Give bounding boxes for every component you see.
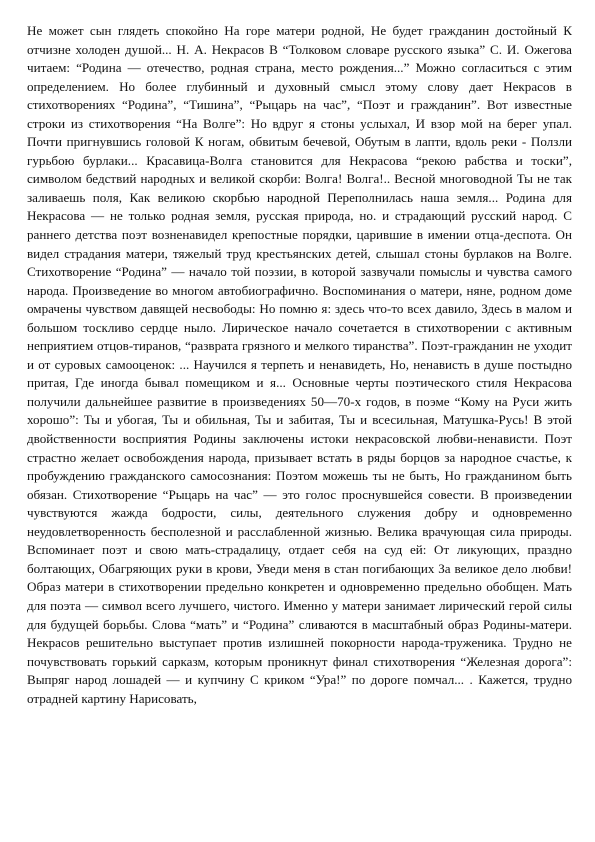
essay-text: Не может сын глядеть спокойно На горе матери родной, Не будет гражданин достойный К отчизне холоден душой... Н. А. Некрасов В “Толковом словаре русского языка” С. И. Ожегова читаем: “Родина — отечество, родная страна, место рождения...” Можно согласиться с этим определением. Но более глубинный и духовный смысл этому слову дает Некрасов в стихотворениях “Родина”, “Тишина”, “Рыцарь на час”, “Поэт и гражданин”. Вот известные строки из стихотворения “На Волге”: Но вдруг я стоны услыхал, И взор мой на берег упал. Почти пригнувшись головой К ногам, обвитым бечевой, Обутым в лапти, вдоль реки - Ползли гурьбою бурлаки... Красавица-Волга становится для Некрасова “рекою рабства и тоски”, символом бедствий народных и великой скорби: Волга! Волга!.. Весной многоводной Ты не так заливаешь поля, Как великою скорбью народной Переполнилась наша земля... Родина для Некрасова — не только родная земля, русская природа, но. и страдающий русский народ. С раннего детства поэт возненавидел крепостные порядки, царившие в имении отца-деспота. Он видел страдания матери, тяжелый труд крестьянских детей, слышал стоны бурлаков на Волге. Стихотворение “Родина” — начало той поэзии, в которой зазвучали помыслы и чувства самого народа. Произведение во многом автобиографично. Воспоминания о матери, няне, родном доме омрачены чувством давящей несвободы: Но помню я: здесь что-то всех давило, Здесь в малом и большом тоскливо сердце ныло. Лирическое начало сочетается в стихотворении с активным неприятием отцов-тиранов, “разврата грязного и мелкого тиранства”. Поэт-гражданин не уходит и от суровых самооценок: ... Научился я терпеть и ненавидеть, Но, ненависть в душе постыдно притая, Где иногда бывал помещиком и я... Основные черты поэтического стиля Некрасова получили дальнейшее развитие в произведениях 50—70-х годов, в поэме “Кому на Руси жить хорошо”: Ты и убогая, Ты и обильная, Ты и забитая, Ты и всесильная, Матушка-Русь! В этой двойственности восприятия Родины заключены истоки некрасовской любви-ненависти. Поэт страстно желает освобождения народа, призывает встать в ряды борцов за народное счастье, к пробуждению гражданского самосознания: Поэтом можешь ты не быть, Но гражданином быть обязан. Стихотворение “Рыцарь на час” — это голос проснувшейся совести. В произведении чувствуются жажда бодрости, силы, деятельного служения добру и одновременно неудовлетворенность бесполезной и расслабленной жизнью. Велика врачующая сила природы. Вспоминает поэт и свою мать-страдалицу, отдает себя на суд ей: От ликующих, праздно болтающих, Обагряющих руки в крови, Уведи меня в стан погибающих За великое дело любви! Образ матери в стихотворении предельно конкретен и одновременно предельно обобщен. Мать для поэта — символ всего лучшего, чистого. Именно у матери занимает лирический герой силы для будущей борьбы. Слова “мать” и “Родина” сливаются в масштабный образ Родины-матери. Некрасов решительно выступает против излишней покорности народа-труженика. Трудно не почувствовать горький сарказм, которым проникнут финал стихотворения “Железная дорога”: Выпряг народ лошадей — и купчину С криком “Ура!” по дороге помчал... . Кажется, трудно отрадней картину Нарисовать,: [27, 23, 572, 706]
